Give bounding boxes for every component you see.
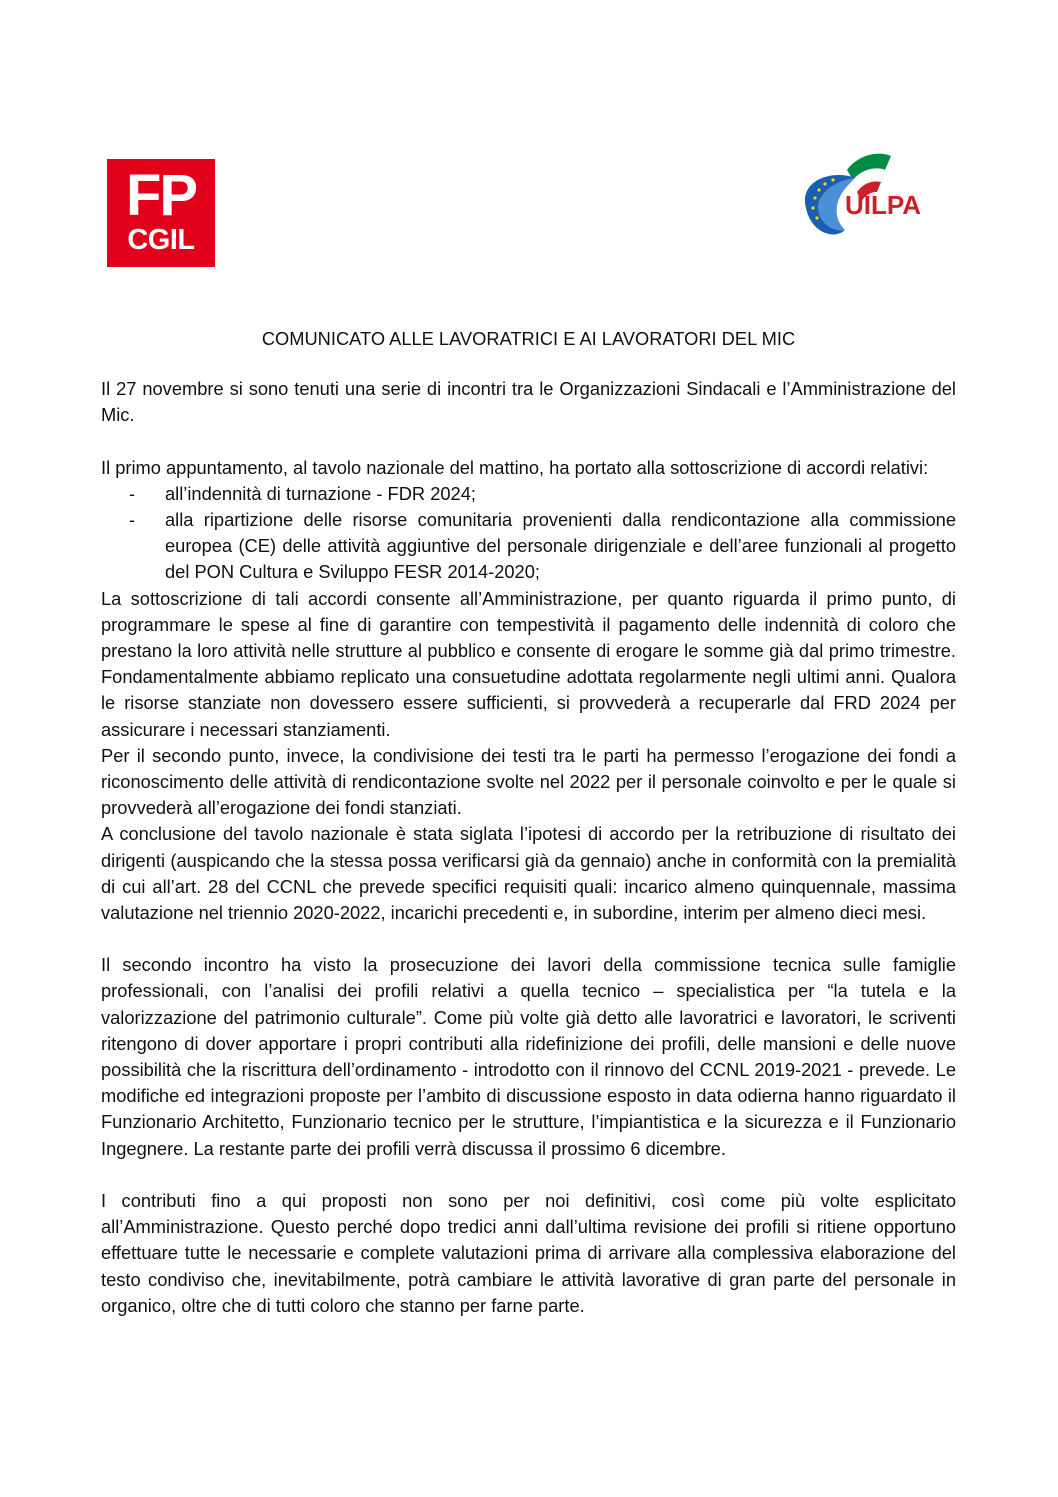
paragraph-final: I contributi fino a qui proposti non sono per noi definitivi, così come più volte esplicitato all’Amministrazione. Questo perché dopo tredici anni dall’ultima revisione dei profili si ritiene opportuno effettuare tutte le necessarie e complete valutazioni prima di arrivare alla complessiva elaborazione del testo condiviso che, inevitabilmente, potrà cambiare le attività lavorative di gran parte del personale in organico, oltre che di tutti coloro che stanno per farne parte. [101,1189,956,1316]
paragraph-second-point: Per il secondo punto, invece, la condivisione dei testi tra le parti ha permesso l’erogazione dei fondi a riconoscimento delle attività di rendicontazione svolte nel 2022 per il personale coinvolto e per le quale si provvederà all’erogazione dei fondi stanziati. [101,744,956,819]
list-item-text: all’indennità di turnazione - FDR 2024; [165,482,476,504]
paragraph-second-meeting: Il secondo incontro ha visto la prosecuzione dei lavori della commissione tecnica sulle famiglie professionali, con l’analisi dei profili relativi a quella tecnico – specialistica per “la tutela e la valorizzazione del patrimonio culturale”. Come più volte già detto alle lavoratrici e lavoratori, le scriventi ritengono di dover apportare i propri contributi alla ridefinizione dei profili, delle mansioni e delle nuove possibilità che la riscrittura dell’ordinamento - introdotto con il rinnovo del CCNL 2019-2021 - prevede. Le modifiche ed integrazioni proposte per l’ambito di discussione esposto in data odierna hanno riguardato il Funzionario Architetto, Funzionario tecnico per le strutture, l’impiantistica e la sicurezza e il Funzionario Ingegnere. La restante parte dei profili verrà discussa il prossimo 6 dicembre. [101,954,956,1159]
agreements-list [101,481,956,586]
paragraph-intro: Il 27 novembre si sono tenuti una serie di incontri tra le Organizzazioni Sindacali e l’Amministrazione del Mic. [101,378,956,426]
list-dash: - [129,482,136,504]
fp-cgil-logo [107,159,215,267]
document-body [101,326,956,1319]
logo-fp-text: FP [125,163,197,228]
list-item [101,481,956,507]
uilpa-text: UILPA [845,190,922,220]
document-title: COMUNICATO ALLE LAVORATRICI E AI LAVORATORI DEL MIC [261,328,796,349]
uilpa-logo [795,148,935,248]
paragraph-first-point: La sottoscrizione di tali accordi consente all’Amministrazione, per quanto riguarda il primo punto, di programmare le spese al fine di garantire con tempestività il pagamento delle indennità di coloro che prestano la loro attività nelle strutture al pubblico e consente di erogare le somme già dal primo trimestre. Fondamentalmente abbiamo replicato una consuetudine adottata regolarmente negli ultimi anni. Qualora le risorse stanziate non dovessero essere sufficienti, si provvederà a recuperarle dal FRD 2024 per assicurare i necessari stanziamenti. [101,587,956,740]
uilpa-emblem-icon [795,148,935,248]
list-item-text: alla ripartizione delle risorse comunitaria provenienti dalla rendicontazione alla commissione europea (CE) delle attività aggiuntive del personale dirigenziale e dell’aree funzionali al progetto del PON Cultura e Sviluppo FESR 2014-2020; [165,509,956,583]
list-dash: - [129,509,136,531]
logo-cgil-text: CGIL [127,224,195,256]
paragraph-conclusion: A conclusione del tavolo nazionale è stata siglata l’ipotesi di accordo per la retribuzione di risultato dei dirigenti (auspicando che la stessa possa verificarsi già da gennaio) anche in conformità con la premialità di cui all’art. 28 del CCNL che prevede specifici requisiti quali: incarico almeno quinquennale, massima valutazione nel triennio 2020-2022, incarichi precedenti e, in subordine, interim per almeno dieci mesi. [101,823,956,924]
list-item [101,507,956,586]
paragraph-first-meeting: Il primo appuntamento, al tavolo nazionale del mattino, ha portato alla sottoscrizione di accordi relativi: [101,456,929,478]
